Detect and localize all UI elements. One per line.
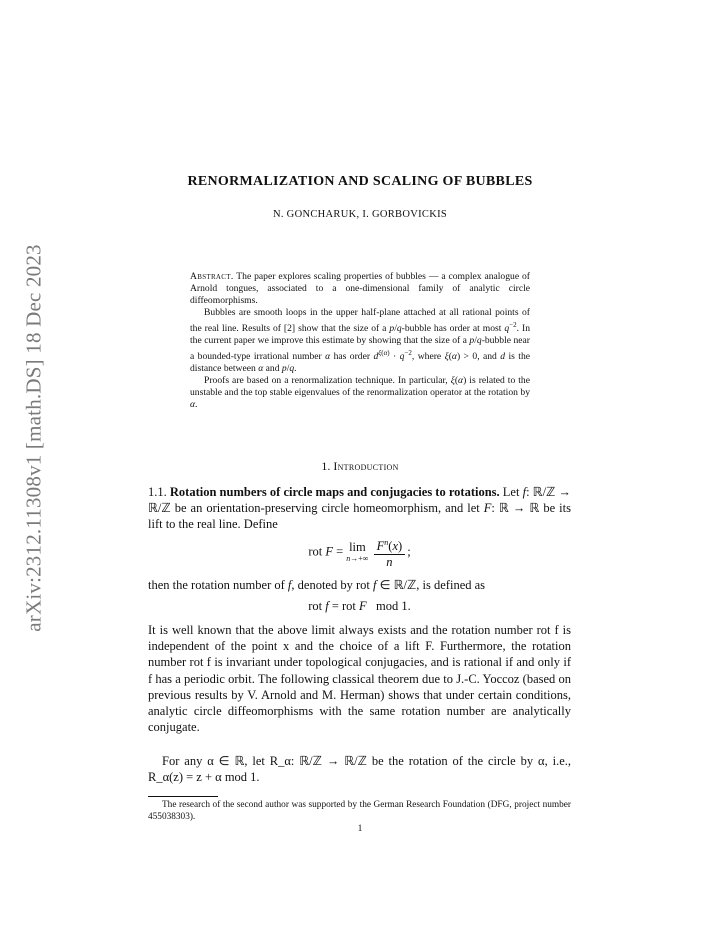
rotation-paragraph [148,753,571,785]
abstract-text-1: The paper explores scaling properties of bubbles — a complex analogue of Arnold tongues, associated to a one-dimensional family of analytic circle diffeomorphisms. [190,271,530,306]
section-number: 1. [321,459,331,473]
intro-paragraph-text: It is well known that the above limit always exists and the rotation number rot f is independent of the point x and the choice of a lift F. Furthermore, the rotation number rot f is invariant under topological conjugacies, and is rational if and only if f has a periodic orbit. The following classical theorem due to J.-C. Yoccoz (based on previous results by V. Arnold and M. Herman) shows that under certain conditions, analytic circle diffeomorphisms with the same rotation number are analytically conjugate. [148,623,571,735]
subsection-number: 1.1. [148,485,167,499]
equation-rotation-limit: rot F = lim n→+∞ $\frac{F^n(x)}{n}$ ; [148,535,571,570]
arxiv-identifier [22,233,46,643]
footnote-rule [148,796,218,797]
rotation-number-definition: then the rotation number of f, denoted by rot f ∈ ℝ/ℤ, is defined as [148,578,486,592]
equation-rot-f: rot f = rot F mod 1. [308,599,411,613]
intro-paragraph [148,622,571,735]
footnote [148,799,571,823]
section-heading [0,459,720,474]
paper-title: RENORMALIZATION AND SCALING OF BUBBLES [187,174,533,189]
page-number: 1 [357,824,363,834]
arxiv-id-text: arXiv:2312.11308v1 [math.DS] 18 Dec 2023 [21,244,46,632]
abstract-paragraph-3: Proofs are based on a renormalization technique. In particular, ξ(α) is related to the unstable and the top stable eigenvalues of the renormalization operator at the rotation by α. [190,375,530,411]
section-title: Introduction [333,459,399,473]
abstract [190,271,530,411]
abstract-paragraph-2: Bubbles are smooth loops in the upper half-plane attached at all rational points of the real line. Results of [2] show that the size of a p/q-bubble has order at most $q^{-2}$. In the current paper we improve this estimate by showing that the size of a p/q-bubble near a bounded-type irrational number α has order $d^{\xi(\alpha)} \cdot q^{-2}$, where ξ(α) > 0, and d is the distance between α and p/q. [190,307,531,375]
subsection-paragraph: 1.1. Rotation numbers of circle maps and conjugacies to rotations. Let f: ℝ/ℤ → ℝ/ℤ be an orientation-preserving circle homeomorphism, and let F: ℝ → ℝ be its lift to the real line. Define [148,485,571,532]
rotation-paragraph-text: For any α ∈ ℝ, let R_α: ℝ/ℤ → ℝ/ℤ be the rotation of the circle by α, i.e., R_α(z) = z + α mod 1. [148,754,571,785]
abstract-label: Abstract. [190,271,234,282]
paper-authors: N. GONCHARUK, I. GORBOVICKIS [272,209,448,220]
footnote-text: The research of the second author was supported by the German Research Foundation (DFG, project number 455038303). [148,800,571,822]
abstract-paragraph-1 [190,271,530,307]
subsection-title: Rotation numbers of circle maps and conjugacies to rotations. [169,485,500,499]
